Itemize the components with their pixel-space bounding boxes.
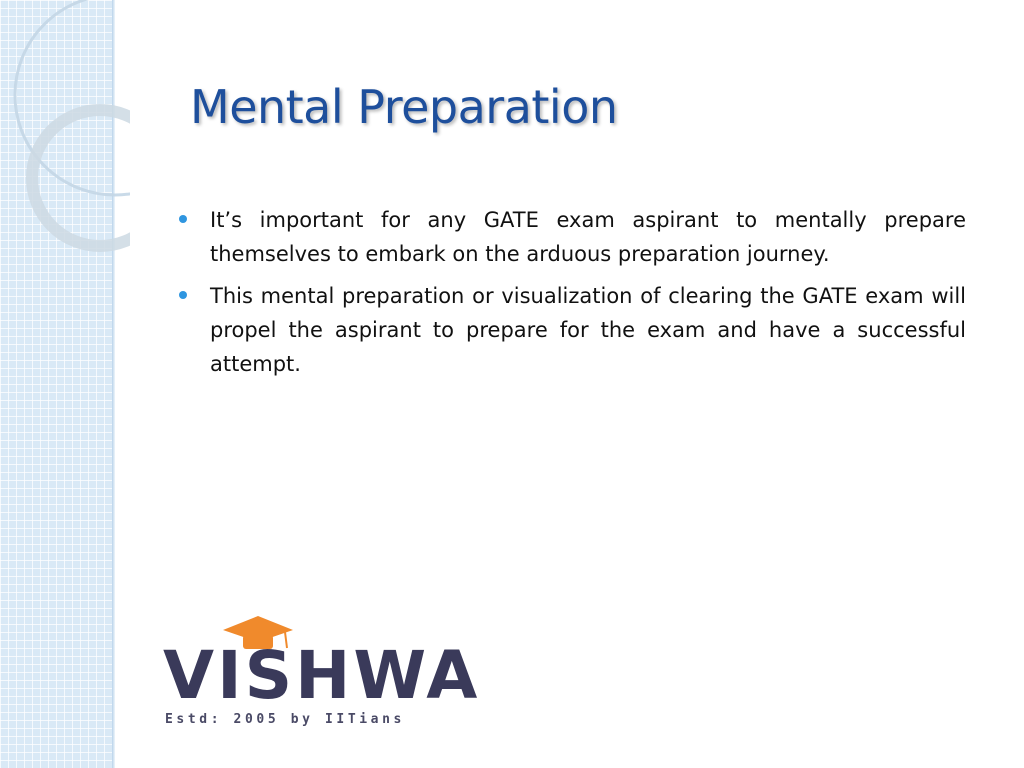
decorative-rings xyxy=(0,0,130,260)
bullet-item xyxy=(176,279,966,381)
logo-tagline: Estd: 2005 by IITians xyxy=(165,712,405,727)
bullet-list xyxy=(176,203,966,389)
slide-title: Mental Preparation xyxy=(190,80,618,134)
bullet-text: It’s important for any GATE exam aspirant to mentally prepare themselves to embark on the arduous preparation journey. xyxy=(210,208,966,266)
bullet-dot-icon xyxy=(179,215,187,223)
vishwa-logo xyxy=(163,612,481,734)
bullet-item xyxy=(176,203,966,271)
logo-wordmark: VISHWA xyxy=(163,637,481,714)
bullet-dot-icon xyxy=(179,291,187,299)
bullet-text: This mental preparation or visualization of clearing the GATE exam will propel the aspirant to prepare for the exam and have a successful attempt. xyxy=(210,284,966,376)
